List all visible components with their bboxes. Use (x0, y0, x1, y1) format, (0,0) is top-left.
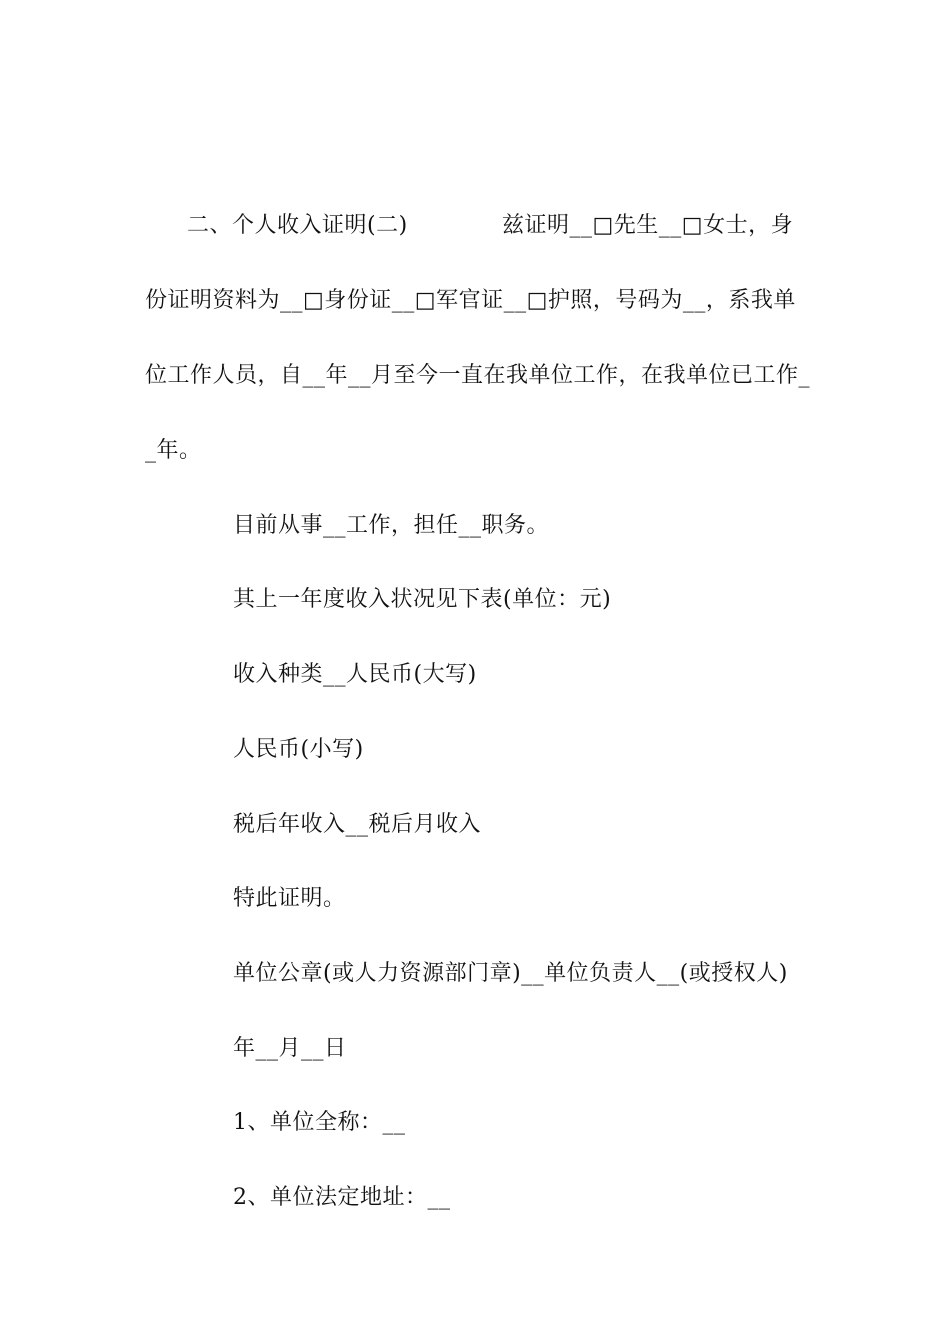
income-intro: 其上一年度收入状况见下表(单位：元) (233, 587, 612, 612)
seal-signature-line: 单位公章(或人力资源部门章)__单位负责人__(或授权人) (233, 961, 788, 986)
unit-address-line: 2、单位法定地址：__ (233, 1185, 451, 1210)
income-type-line: 收入种类__人民币(大写) (233, 662, 477, 687)
paragraph-line: 位工作人员，自__年__月至今一直在我单位工作，在我单位已工作_ (145, 363, 811, 388)
after-tax-income-line: 税后年收入__税后月收入 (233, 812, 482, 837)
certification-intro: 兹证明__□先生__□女士，身 (502, 213, 794, 238)
paragraph-line: _年。 (145, 438, 202, 463)
unit-full-name-line: 1、单位全称：__ (233, 1110, 406, 1135)
document-title: 二、个人收入证明(二) (187, 213, 408, 238)
rmb-small-line: 人民币(小写) (233, 737, 364, 762)
paragraph-line: 份证明资料为__□身份证__□军官证__□护照，号码为__，系我单 (145, 288, 796, 313)
date-line: 年__月__日 (233, 1036, 347, 1061)
job-line: 目前从事__工作，担任__职务。 (233, 513, 550, 538)
certify-statement: 特此证明。 (233, 886, 346, 911)
